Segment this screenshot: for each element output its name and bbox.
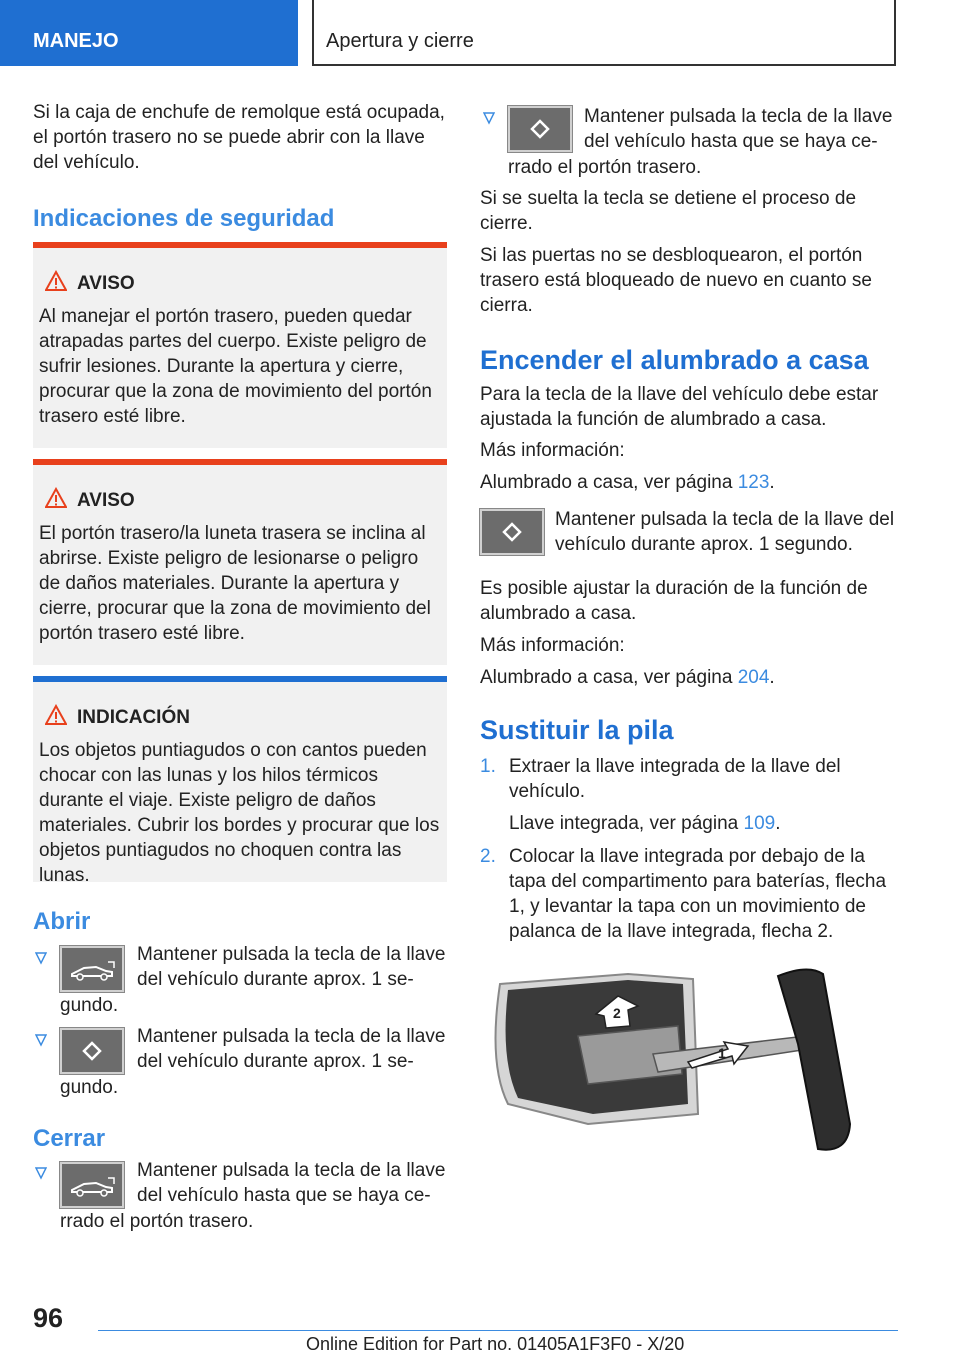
chapter-title-text: Apertura y cierre [326,30,474,52]
more-info-label-2: Más información: [480,635,625,656]
step-1-text: Extraer la llave integrada de la llave del vehículo. [509,756,841,802]
section-label: MANEJO [33,30,119,52]
key-battery-illustration [478,964,878,1164]
section-tab [0,0,298,66]
doors-paragraph: Si las puertas no se desbloquearon, el portón trasero está bloqueado de nuevo en cuanto se cierra. [480,245,872,316]
open-item-2-line-c: gundo. [60,1077,119,1098]
page-link-109[interactable]: 109 [743,813,776,834]
bullet-triangle-icon [35,1033,47,1047]
diamond-button-icon [480,509,544,555]
open-item-1-line-c: gundo. [60,995,119,1016]
close-item-1-line-b: del vehículo hasta que se haya ce- [137,1185,431,1206]
tailgate-button-icon [60,1162,124,1208]
chapter-title [312,0,896,66]
bullet-triangle-icon [35,951,47,965]
warning-text: El portón trasero/la luneta trasera se inclina al abrirse. Existe peligro de lesionarse o peligro de daños materiales. Durante la apertura y cierre, procurar que la zona de movimiento del portón trasero esté libre. [39,523,431,644]
step-1-reference: Llave integrada, ver página 109. [509,813,781,834]
figure-arrow-label-2: 2 [613,1005,621,1021]
warning-triangle-icon [45,487,67,509]
edition-footer: Online Edition for Part no. 01405A1F3F0 - X/20 [306,1334,685,1354]
close-item-1-line-a: Mantener pulsada la tecla de la llave [137,1160,446,1181]
diamond-button-icon [508,106,572,152]
page-link-204[interactable]: 204 [737,667,770,688]
open-item-1-line-b: del vehículo durante aprox. 1 se- [137,969,414,990]
tailgate-button-icon [60,946,124,992]
warning-triangle-icon [45,270,67,292]
close-item-1-line-c: rrado el portón trasero. [60,1211,254,1232]
home-paragraph: Para la tecla de la llave del vehículo debe estar ajustada la función de alumbrado a casa. [480,384,879,430]
warning-bar [33,459,447,465]
reference-1: Alumbrado a casa, ver página 123. [480,472,775,493]
figure-arrow-label-1: 1 [718,1045,726,1061]
note-text: Los objetos puntiagudos o con cantos pueden chocar con las lunas y los hilos térmicos durante el viaje. Existe peligro de daños materiales. Cubrir los bordes y procurar que los objetos puntiagudos no choquen contra las lunas. [39,740,440,886]
open-item-2-line-a: Mantener pulsada la tecla de la llave [137,1026,446,1047]
warning-text: Al manejar el portón trasero, pueden quedar atrapadas partes del cuerpo. Existe peligro de sufrir lesiones. Durante la apertura y cierre, procurar que la zona de movimiento del portón trasero esté libre. [39,306,432,427]
step-1-number: 1. [480,756,496,777]
close-heading: Cerrar [33,1125,106,1152]
intro-paragraph: Si la caja de enchufe de remolque está ocupada, el portón trasero no se puede abrir con la llave del vehículo. [33,102,445,173]
home-heading: Encender el alumbrado a casa [480,345,869,375]
open-heading: Abrir [33,908,91,935]
close-item-2-line-b: del vehículo hasta que se haya ce- [584,131,878,152]
home-item-line-b: vehículo durante aprox. 1 segundo. [555,534,853,555]
home-item-line-a: Mantener pulsada la tecla de la llave del [555,509,895,530]
open-item-2-line-b: del vehículo durante aprox. 1 se- [137,1051,414,1072]
bullet-triangle-icon [35,1166,47,1180]
release-paragraph: Si se suelta la tecla se detiene el proceso de cierre. [480,188,857,234]
more-info-label-1: Más información: [480,440,625,461]
warning-triangle-icon [45,704,67,726]
warning-bar [33,242,447,248]
page-link-123[interactable]: 123 [737,472,770,493]
open-item-1-line-a: Mantener pulsada la tecla de la llave [137,944,446,965]
duration-paragraph: Es posible ajustar la duración de la función de alumbrado a casa. [480,578,868,624]
note-title: INDICACIÓN [77,707,190,728]
warning-box-1 [33,242,447,448]
bullet-triangle-icon [483,111,495,125]
diamond-button-icon [60,1028,124,1074]
note-bar [33,676,447,682]
warning-box-2 [33,459,447,665]
safety-heading: Indicaciones de seguridad [33,205,335,232]
note-box [33,676,447,886]
battery-heading: Sustituir la pila [480,715,674,745]
close-item-2-line-c: rrado el portón trasero. [508,157,702,178]
close-item-2-line-a: Mantener pulsada la tecla de la llave [584,106,893,127]
reference-2: Alumbrado a casa, ver página 204. [480,667,775,688]
step-2-text: Colocar la llave integrada por debajo de la tapa del compartimento para baterías, flecha 1, y levantar la tapa con un movimiento de palanca de la llave integrada, flecha 2. [509,846,887,942]
step-2-number: 2. [480,846,496,867]
warning-title: AVISO [77,273,135,294]
page-number: 96 [33,1303,64,1333]
warning-title: AVISO [77,490,135,511]
footer-rule [98,1330,898,1331]
